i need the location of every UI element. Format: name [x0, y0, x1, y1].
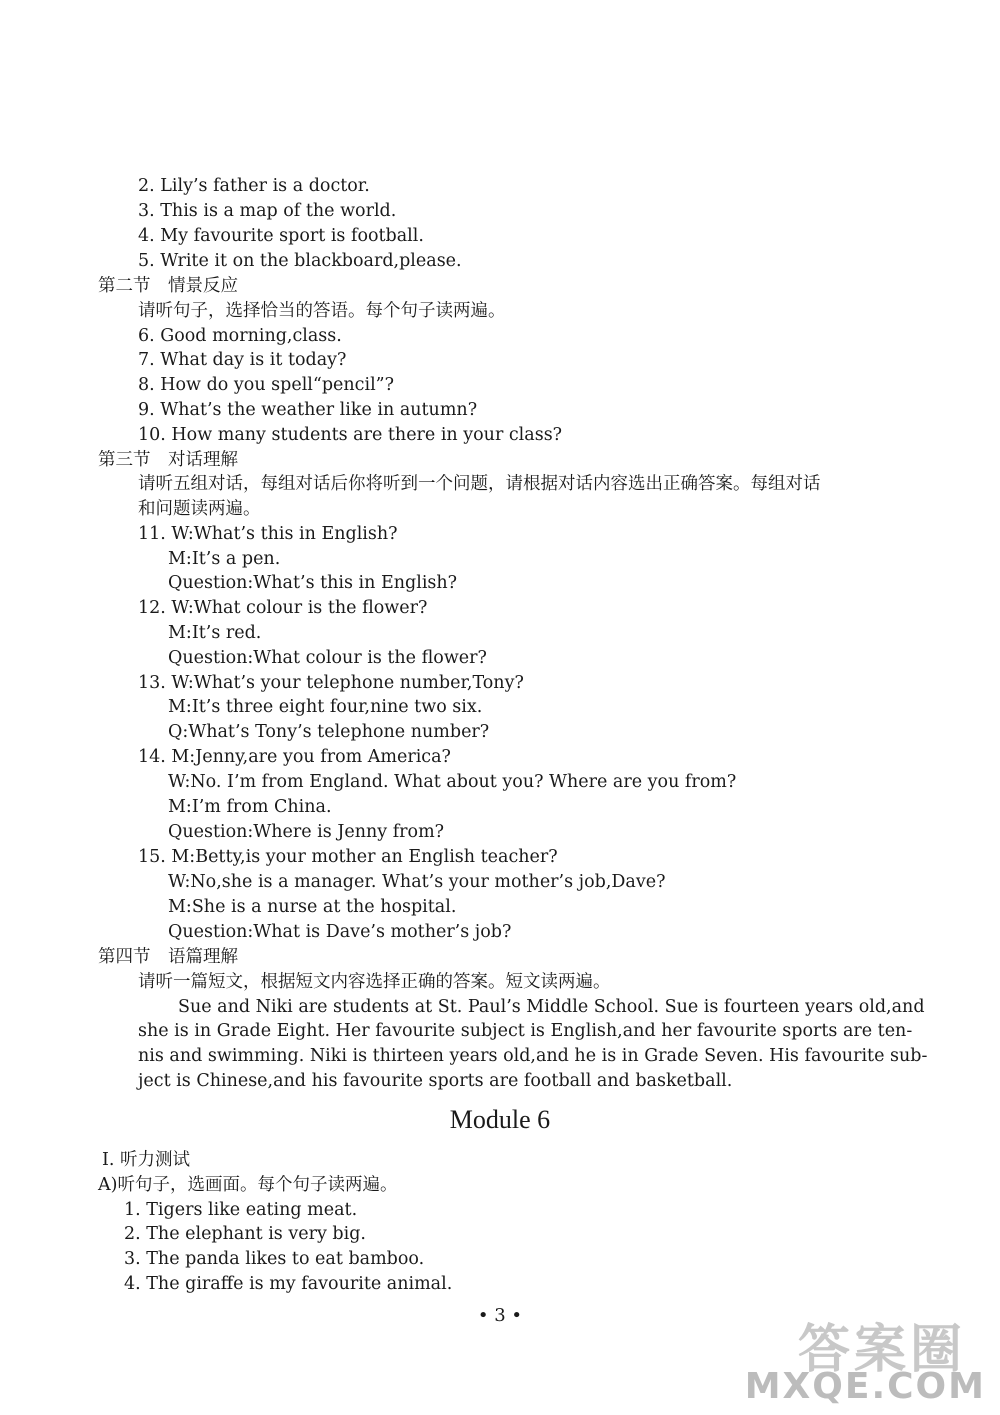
section-3-heading: 第三节 对话理解 [98, 450, 238, 470]
watermark-logo [686, 1307, 986, 1407]
passage-line-3: nis and swimming. Niki is thirteen years old,and he is in Grade Seven. His favourite sub- [138, 1046, 928, 1066]
section-2-item-8: 8. How do you spell“pencil”? [138, 375, 394, 395]
section-2-heading: 第二节 情景反应 [98, 276, 238, 296]
page-number: • 3 • [477, 1305, 523, 1326]
dialogue-11-line-1: 11. W:What’s this in English? [138, 524, 398, 544]
sub-heading: A)听句子，选画面。每个句子读两遍。 [98, 1175, 398, 1195]
module-title: Module 6 [449, 1105, 551, 1134]
dialogue-13-line-2: M:It’s three eight four,nine two six. [168, 697, 483, 717]
dialogue-12-line-1: 12. W:What colour is the flower? [138, 598, 428, 618]
dialogue-15-line-3: M:She is a nurse at the hospital. [168, 897, 457, 917]
watermark-text-top: 答案圈 [797, 1320, 966, 1380]
module-item-2: 2. The elephant is very big. [124, 1224, 366, 1244]
part-heading: Ⅰ. 听力测试 [102, 1150, 191, 1170]
dialogue-15-line-2: W:No,she is a manager. What’s your mother’s job,Dave? [168, 872, 666, 892]
dialogue-12-question: Question:What colour is the flower? [168, 648, 487, 668]
listening-item-2: 2. Lily’s father is a doctor. [138, 176, 370, 196]
passage-line-4: ject is Chinese,and his favourite sports are football and basketball. [138, 1071, 733, 1091]
dialogue-15-line-1: 15. M:Betty,is your mother an English teacher? [138, 847, 558, 867]
module-item-3: 3. The panda likes to eat bamboo. [124, 1249, 425, 1269]
dialogue-14-question: Question:Where is Jenny from? [168, 822, 445, 842]
section-3-instruction-line-2: 和问题读两遍。 [138, 499, 261, 519]
section-2-instruction: 请听句子，选择恰当的答语。每个句子读两遍。 [138, 301, 506, 321]
listening-item-3: 3. This is a map of the world. [138, 201, 397, 221]
dialogue-12-line-2: M:It’s red. [168, 623, 262, 643]
dialogue-13-question: Q:What’s Tony’s telephone number? [168, 722, 490, 742]
dialogue-13-line-1: 13. W:What’s your telephone number,Tony? [138, 673, 524, 693]
dialogue-14-line-1: 14. M:Jenny,are you from America? [138, 747, 451, 767]
section-4-heading: 第四节 语篇理解 [98, 947, 238, 967]
section-2-item-6: 6. Good morning,class. [138, 326, 342, 346]
module-item-4: 4. The giraffe is my favourite animal. [124, 1274, 453, 1294]
section-2-item-9: 9. What’s the weather like in autumn? [138, 400, 478, 420]
dialogue-11-line-2: M:It’s a pen. [168, 549, 281, 569]
section-2-item-10: 10. How many students are there in your class? [138, 425, 563, 445]
dialogue-14-line-3: M:I’m from China. [168, 797, 332, 817]
section-4-instruction: 请听一篇短文，根据短文内容选择正确的答案。短文读两遍。 [138, 972, 611, 992]
dialogue-14-line-2: W:No. I’m from England. What about you? Where are you from? [168, 772, 737, 792]
section-3-instruction-line-1: 请听五组对话，每组对话后你将听到一个问题，请根据对话内容选出正确答案。每组对话 [138, 474, 821, 494]
dialogue-15-question: Question:What is Dave’s mother’s job? [168, 922, 512, 942]
passage-line-1: Sue and Niki are students at St. Paul’s Middle School. Sue is fourteen years old,and [178, 997, 925, 1017]
dialogue-11-question: Question:What’s this in English? [168, 573, 458, 593]
listening-item-5: 5. Write it on the blackboard,please. [138, 251, 462, 271]
module-item-1: 1. Tigers like eating meat. [124, 1200, 358, 1220]
watermark-text-bottom: MXQE.COM [744, 1366, 986, 1407]
passage-line-2: she is in Grade Eight. Her favourite subject is English,and her favourite sports are ten- [138, 1021, 913, 1041]
section-2-item-7: 7. What day is it today? [138, 350, 347, 370]
listening-item-4: 4. My favourite sport is football. [138, 226, 424, 246]
